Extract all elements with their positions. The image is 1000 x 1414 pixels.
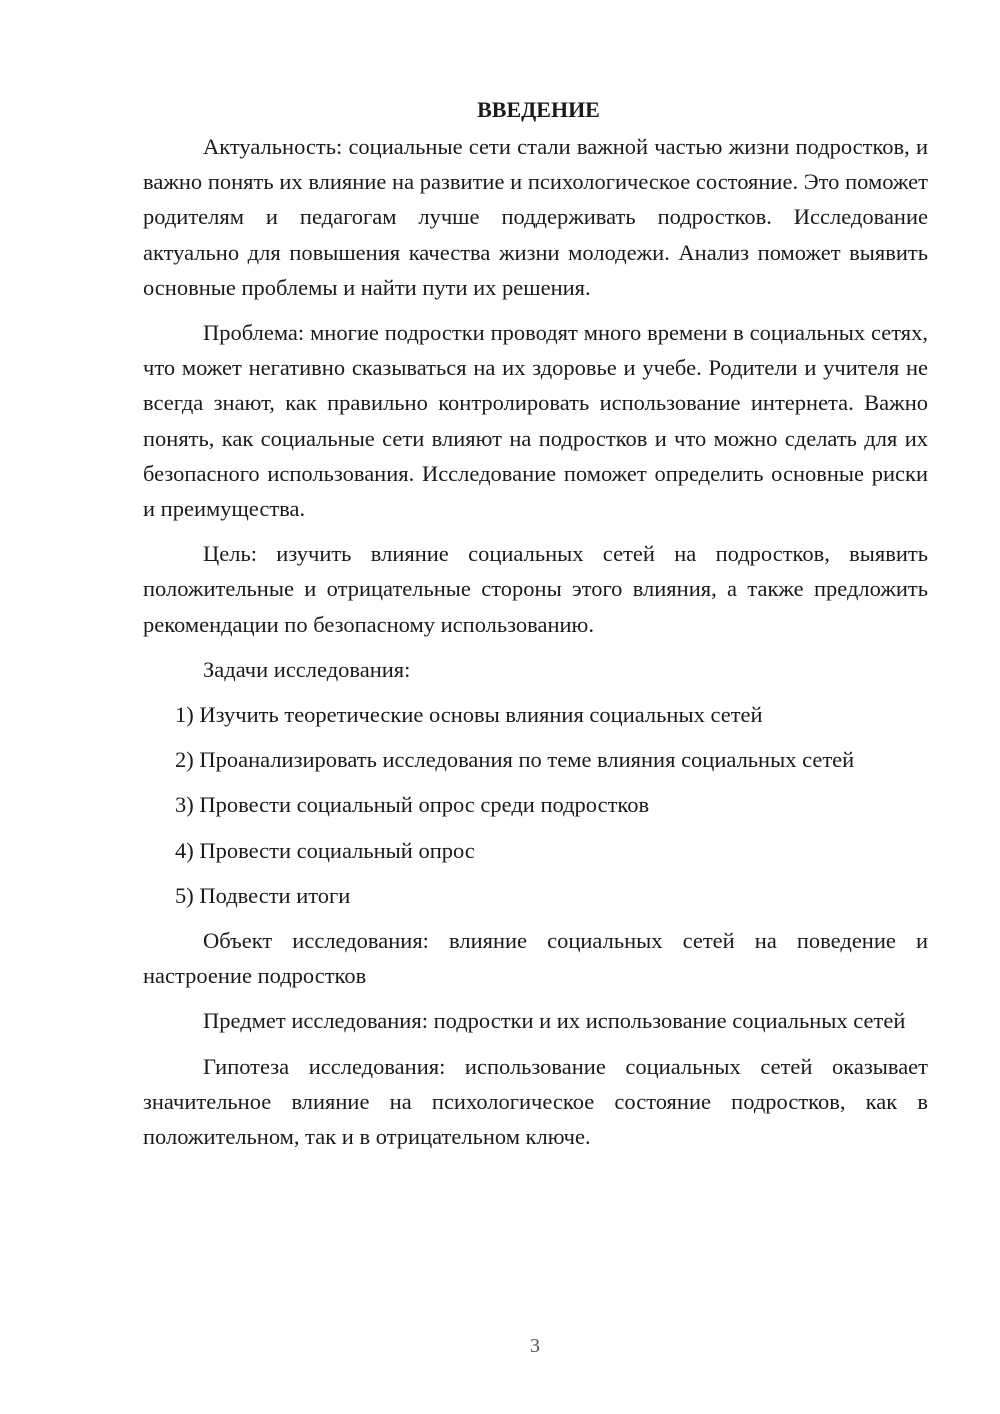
problem-paragraph: Проблема: многие подростки проводят много времени в социальных сетях, что может негативно сказываться на их здоровье и учебе. Родители и учителя не всегда знают, как правильно контролировать использование интернета. Важно понять, как социальные сети влияют на подростков и что можно сделать для их безопасного использования. Исследование поможет определить основные риски и преимущества.	[143, 320, 928, 522]
section-title: ВВЕДЕНИЕ	[477, 97, 600, 122]
subject-paragraph: Предмет исследования: подростки и их использование социальных сетей	[203, 1008, 906, 1034]
page-number: 3	[530, 1335, 540, 1357]
list-item: 3) Провести социальный опрос среди подростков	[175, 792, 650, 818]
list-item: 4) Провести социальный опрос	[175, 837, 475, 863]
hypothesis-paragraph: Гипотеза исследования: использование социальных сетей оказывает значительное влияние на психологическое состояние подростков, как в положительном, так и в отрицательном ключе.	[143, 1053, 928, 1150]
list-item: 2) Проанализировать исследования по теме влияния социальных сетей	[175, 747, 855, 773]
relevance-paragraph: Актуальность: социальные сети стали важной частью жизни подростков, и важно понять их влияние на развитие и психологическое состояние. Это поможет родителям и педагогам лучше поддерживать подростков. Исследование актуально для повышения качества жизни молодежи. Анализ поможет выявить основные проблемы и найти пути их решения.	[143, 134, 928, 300]
list-item: 5) Подвести итоги	[175, 882, 351, 908]
goal-paragraph: Цель: изучить влияние социальных сетей на подростков, выявить положительные и отрицательные стороны этого влияния, а также предложить рекомендации по безопасному использованию.	[143, 541, 928, 637]
tasks-heading: Задачи исследования:	[203, 656, 411, 682]
object-paragraph: Объект исследования: влияние социальных сетей на поведение и настроение подростков	[143, 928, 928, 989]
page-content	[143, 92, 928, 1164]
tasks-list	[143, 697, 928, 913]
list-item: 1) Изучить теоретические основы влияния социальных сетей	[175, 702, 763, 728]
